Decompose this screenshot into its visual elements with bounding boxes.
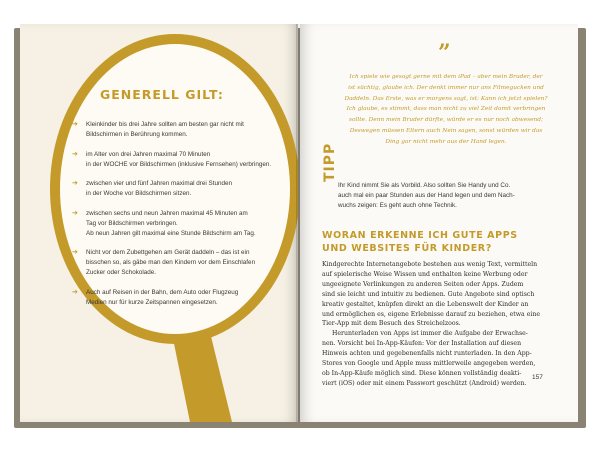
list-item bbox=[72, 120, 277, 140]
tip-line: Kleinkinder bis drei Jahre sollten am besten gar nicht mit bbox=[86, 121, 244, 128]
box-title: GENERELL GILT: bbox=[100, 87, 224, 102]
body-line: ungeeignete Verlinkungen zu anderen Seiten oder Apps. Zudem bbox=[322, 280, 524, 288]
list-item bbox=[72, 209, 277, 239]
list-item bbox=[72, 288, 277, 308]
tipp-label: TIPP bbox=[322, 142, 338, 182]
tip-line: Nicht vor dem Zubettgehen am Gerät daddeln – das ist ein bbox=[86, 249, 250, 256]
quote-line: Ich glaube, es stimmt, dass man nicht zu viel Zeit damit verbringen bbox=[346, 106, 546, 113]
body-line: Herunterladen von Apps ist immer die Aufgabe der Erwachse- bbox=[332, 330, 528, 338]
arrow-bullet-icon: ➔ bbox=[72, 209, 78, 217]
quote-line: Ding gar nicht mehr aus der Hand legen. bbox=[385, 138, 507, 145]
quote-line: Ich spiele wie gesagt gerne mit dem iPad – aber mein Bruder, der bbox=[349, 74, 543, 80]
body-line: auf spielerische Weise Wissen und enthalten keine Werbung oder bbox=[322, 270, 528, 278]
body-line: Stores von Google und Apple muss mittlerweile angegeben werden, bbox=[322, 360, 536, 368]
tip-line: im Alter von drei Jahren maximal 70 Minuten bbox=[86, 150, 211, 158]
arrow-bullet-icon: ➔ bbox=[72, 121, 78, 128]
list-item bbox=[72, 179, 277, 199]
tipp-line: wuchs zeigen: Es geht auch ohne Technik. bbox=[338, 202, 457, 209]
quote-line: Daddeln. Das Erste, was er morgens sagt, ist: Kann ich jetzt spielen? bbox=[344, 95, 548, 102]
body-line: sind sie leicht und intuitiv zu bedienen. Gute Angebote sind optisch bbox=[322, 290, 535, 298]
arrow-bullet-icon: ➔ bbox=[72, 150, 78, 158]
tip-line: zwischen sechs und neun Jahren maximal 45 Minuten am bbox=[86, 209, 248, 217]
body-line: Kindgerechte Internetangebote bestehen aus wenig Text, vermitteln bbox=[322, 261, 538, 268]
page-number: 157 bbox=[532, 374, 543, 381]
tip-line: Ab neun Jahren gilt maximal eine Stunde Bildschirm am Tag. bbox=[86, 229, 256, 237]
heading-line: WORAN ERKENNE ICH GUTE APPS bbox=[322, 230, 518, 241]
quote-line: Deswegen müssen Eltern auch Nein sagen, sonst würden wir das bbox=[349, 127, 543, 134]
body-line: nen. Vorsicht bei In-App-Käufen: Vor der Installation auf diesen bbox=[322, 340, 522, 348]
body-text bbox=[322, 260, 562, 389]
tip-line: in der Woche vor Bildschirmen sitzen. bbox=[86, 190, 192, 197]
tip-line: Tag vor Bildschirmen verbringen. bbox=[86, 219, 178, 227]
arrow-bullet-icon: ➔ bbox=[72, 288, 78, 296]
tipp-line: Ihr Kind nimmt Sie als Vorbild. Also sollten Sie Handy und Co. bbox=[338, 182, 511, 189]
section-heading bbox=[322, 230, 562, 255]
body-line: kreativ gestaltet, knüpfen direkt an die Lebenswelt der Kinder an bbox=[322, 300, 529, 308]
tip-line: Medien nur für kurze Zeitspannen eingesetzen. bbox=[86, 298, 218, 306]
arrow-bullet-icon: ➔ bbox=[72, 180, 78, 187]
body-line: und ermöglichen es, eigene Erlebnisse darauf zu beziehen, etwa eine bbox=[322, 310, 540, 318]
child-quote bbox=[336, 72, 556, 148]
left-page bbox=[20, 24, 298, 422]
arrow-bullet-icon: ➔ bbox=[72, 249, 78, 256]
body-line: Hinweis achten und gegebenenfalls nicht runterladen. In den App- bbox=[322, 350, 532, 358]
list-item bbox=[72, 150, 277, 170]
tip-line: in der WOCHE vor Bildschirmen (inklusive Fernsehen) verbringen. bbox=[86, 160, 272, 168]
tip-line: Bildschirmen in Berührung kommen. bbox=[86, 131, 188, 138]
tip-line: zwischen vier und fünf Jahren maximal drei Stunden bbox=[86, 180, 232, 187]
tip-line: bisschen so, als gäbe man den Kindern vor dem Einschlafen bbox=[86, 259, 256, 266]
right-page bbox=[300, 24, 578, 422]
heading-line: UND WEBSITES FÜR KINDER? bbox=[322, 242, 492, 254]
list-item bbox=[72, 248, 277, 278]
tip-line: Zucker oder Schokolade. bbox=[86, 269, 157, 276]
quote-line: ist süchtig, glaube ich. Der denkt immer nur ans Filmegucken und bbox=[348, 84, 544, 91]
body-line: viert (iOS) oder mit einem Passwort geschützt (Android) werden. bbox=[322, 379, 527, 387]
body-line: ob In-App-Käufe möglich sind. Diese können vollständig deakti- bbox=[322, 369, 522, 377]
body-line: Tier-App mit dem Besuch des Streichelzoos. bbox=[322, 320, 461, 328]
tips-list bbox=[72, 120, 277, 317]
quote-mark-icon: ” bbox=[438, 40, 451, 66]
quote-line: sollte. Denn mein Bruder dürfte, würde er es nur noch abwesend; bbox=[349, 117, 543, 124]
tipp-text bbox=[338, 181, 568, 211]
tipp-line: auch mal ein paar Stunden aus der Hand legen und dem Nach- bbox=[338, 192, 515, 199]
tip-line: Auch auf Reisen in der Bahn, dem Auto oder Flugzeug bbox=[86, 288, 239, 296]
